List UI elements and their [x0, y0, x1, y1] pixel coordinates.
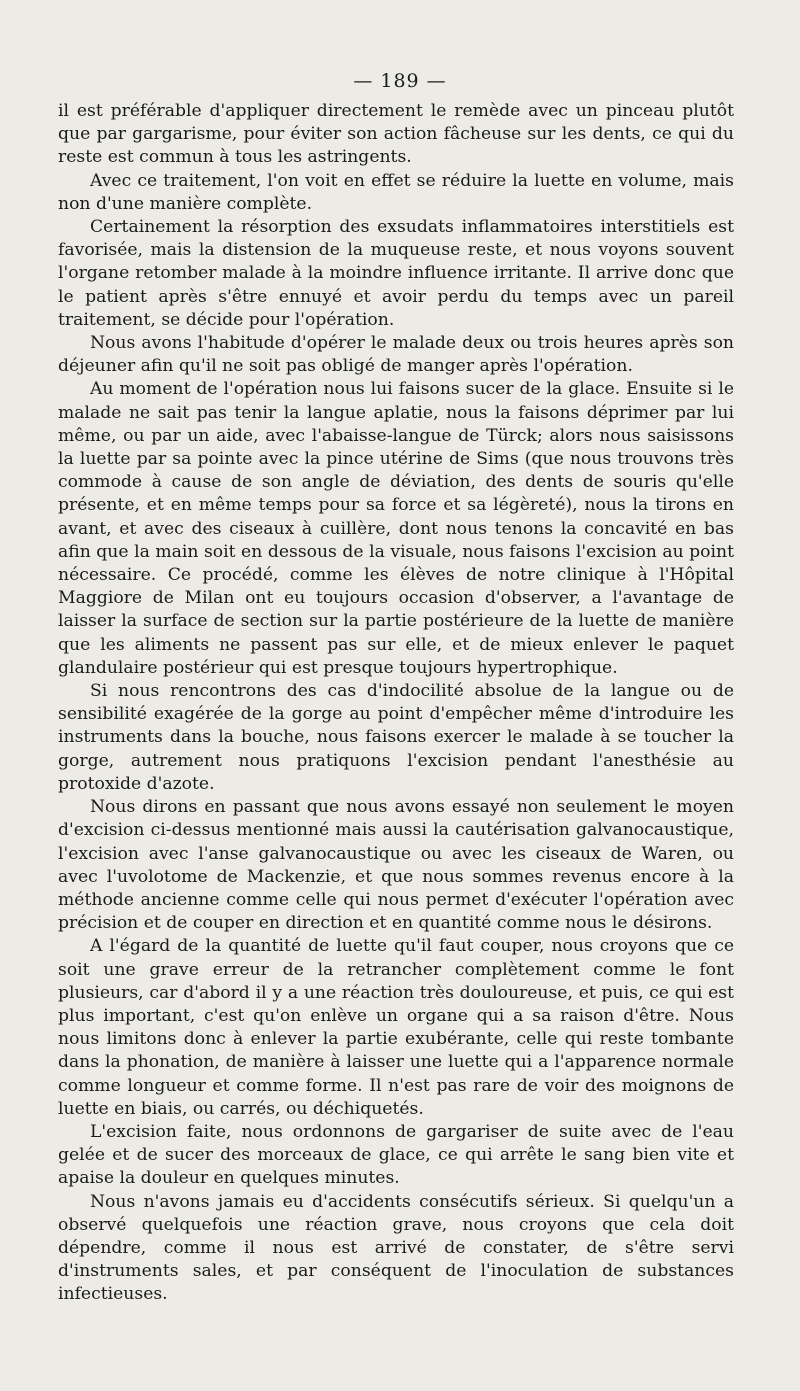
paragraph-2: Avec ce traitement, l'on voit en effet se réduire la luette en volume, mais non d'une manière complète. [58, 170, 734, 214]
body-text [58, 100, 734, 1307]
paragraph-10: Nous n'avons jamais eu d'accidents consécutifs sérieux. Si quelqu'un a observé quelquefois une réaction grave, nous croyons que cela doit dépendre, comme il nous est arrivé de constater, de s'être servi d'instruments sales, et par conséquent de l'inoculation de substances infectieuses. [58, 1191, 734, 1305]
paragraph-1: il est préférable d'appliquer directement le remède avec un pinceau plutôt que par gargarisme, pour éviter son action fâcheuse sur les dents, ce qui du reste est commun à tous les astringents. [58, 101, 734, 168]
paragraph-9: L'excision faite, nous ordonnons de gargariser de suite avec de l'eau gelée et de sucer des morceaux de glace, ce qui arrête le sang bien vite et apaise la douleur en quelques minutes. [58, 1121, 734, 1189]
paragraph-3: Certainement la résorption des exsudats inflammatoires interstitiels est favorisée, mais la distension de la muqueuse reste, et nous voyons souvent l'organe retomber malade à la moindre influence irritante. Il arrive donc que le patient après s'être ennuyé et avoir perdu du temps avec un pareil traitement, se décide pour l'opération. [58, 217, 734, 330]
paragraph-7: Nous dirons en passant que nous avons essayé non seulement le moyen d'excision ci-dessus mentionné mais aussi la cautérisation galvanocaustique, l'excision avec l'anse galvanocaustique ou avec les ciseaux de Waren, ou avec l'uvolotome de Mackenzie, et que nous sommes revenus encore à la méthode ancienne comme celle qui nous permet d'exécuter l'opération avec précision et de couper en direction et en quantité comme nous le désirons. [58, 797, 734, 934]
page-number: — 189 — [353, 70, 447, 92]
paragraph-8: A l'égard de la quantité de luette qu'il faut couper, nous croyons que ce soit une grave erreur de la retrancher complètement comme le font plusieurs, car d'abord il y a une réaction très douloureuse, et puis, ce qui est plus important, c'est qu'on enlève un organe qui a sa raison d'être. Nous nous limitons donc à enlever la partie exubérante, celle qui reste tombante dans la phonation, de manière à laisser une luette qui a l'apparence normale comme longueur et comme forme. Il n'est pas rare de voir des moignons de luette en biais, ou carrés, ou déchiquetés. [58, 936, 734, 1119]
paragraph-6: Si nous rencontrons des cas d'indocilité absolue de la langue ou de sensibilité exagérée de la gorge au point d'empêcher même d'introduire les instruments dans la bouche, nous faisons exercer le malade à se toucher la gorge, autrement nous pratiquons l'excision pendant l'anesthésie au protoxide d'azote. [58, 681, 734, 794]
paragraph-5: Au moment de l'opération nous lui faisons sucer de la glace. Ensuite si le malade ne sait pas tenir la langue aplatie, nous la faisons déprimer par lui même, ou par un aide, avec l'abaisse-langue de Türck; alors nous saisissons la luette par sa pointe avec la pince utérine de Sims (que nous trouvons très commode à cause de son angle de déviation, des dents de souris qu'elle présente, et en même temps pour sa force et sa légèreté), nous la tirons en avant, et avec des ciseaux à cuillère, dont nous tenons la concavité en bas afin que la main soit en dessous de la visuale, nous faisons l'excision au point nécessaire. Ce procédé, comme les élèves de notre clinique à l'Hôpital Maggiore de Milan ont eu toujours occasion d'observer, a l'avantage de laisser la surface de section sur la partie postérieure de la luette de manière que les aliments ne passent pas sur elle, et de mieux enlever le paquet glandulaire postérieur qui est presque toujours hypertrophique. [58, 379, 734, 678]
paragraph-4: Nous avons l'habitude d'opérer le malade deux ou trois heures après son déjeuner afin qu'il ne soit pas obligé de manger après l'opération. [58, 333, 734, 377]
